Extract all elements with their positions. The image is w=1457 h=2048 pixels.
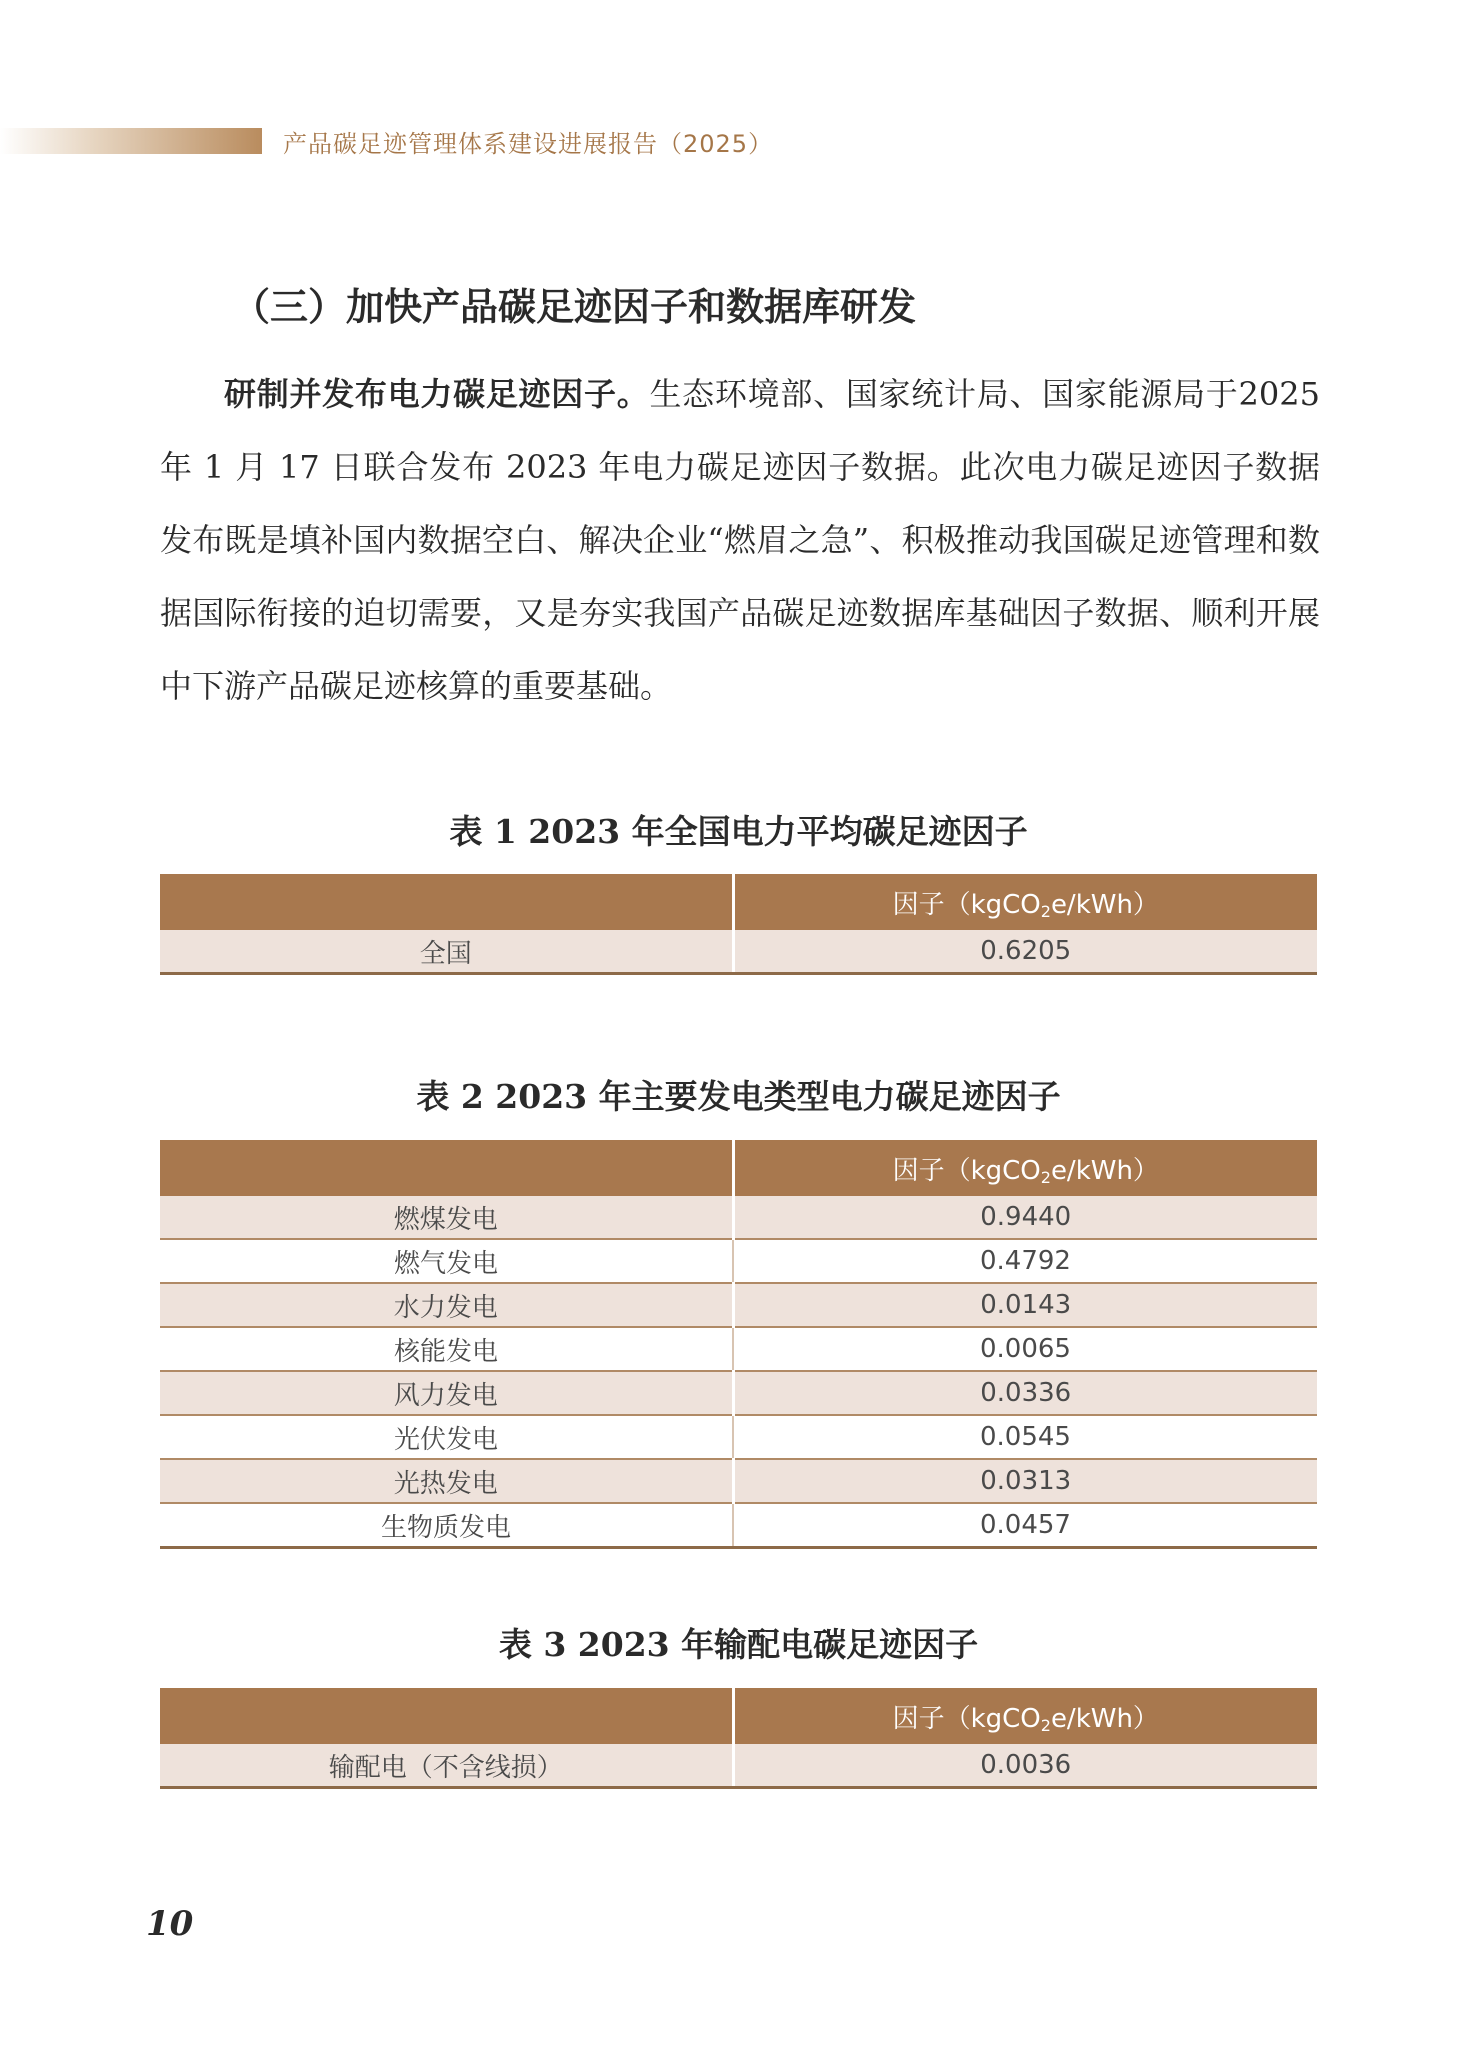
table-row [160, 1415, 1317, 1459]
row-label: 燃气发电 [160, 1239, 733, 1283]
row-value: 0.0336 [733, 1371, 1317, 1415]
table-3-title: 表 3 2023 年输配电碳足迹因子 [498, 1625, 979, 1664]
table-1-title: 表 1 2023 年全国电力平均碳足迹因子 [449, 812, 1028, 851]
table-row [160, 1459, 1317, 1503]
row-value: 0.0545 [733, 1415, 1317, 1459]
table-1-header-unit: 因子（kgCO2e/kWh） [733, 874, 1317, 930]
table-1 [160, 874, 1317, 975]
row-value: 0.0313 [733, 1459, 1317, 1503]
table-row [160, 1196, 1317, 1239]
paragraph-lead: 研制并发布电力碳足迹因子。 [224, 375, 650, 413]
table-1-header-blank [160, 874, 733, 930]
table-3-header-blank [160, 1688, 733, 1744]
row-label: 风力发电 [160, 1371, 733, 1415]
table-2-header-blank [160, 1140, 733, 1196]
running-header-title: 产品碳足迹管理体系建设进展报告（2025） [283, 130, 774, 158]
table-row [160, 1327, 1317, 1371]
table-2-header-unit: 因子（kgCO2e/kWh） [733, 1140, 1317, 1196]
table-row [160, 930, 1317, 974]
row-label: 核能发电 [160, 1327, 733, 1371]
table-row [160, 1503, 1317, 1548]
row-label: 光伏发电 [160, 1415, 733, 1459]
table-3-header-unit: 因子（kgCO2e/kWh） [733, 1688, 1317, 1744]
row-label: 输配电（不含线损） [160, 1744, 733, 1788]
table-row [160, 1239, 1317, 1283]
row-value: 0.9440 [733, 1196, 1317, 1239]
section-heading: （三）加快产品碳足迹因子和数据库研发 [232, 284, 917, 329]
row-value: 0.0065 [733, 1327, 1317, 1371]
header-decoration-bar [0, 128, 262, 154]
table-2 [160, 1140, 1317, 1549]
row-value: 0.0036 [733, 1744, 1317, 1788]
table-row [160, 1371, 1317, 1415]
page-number: 10 [146, 1904, 194, 1944]
body-paragraph [160, 358, 1320, 723]
row-value: 0.4792 [733, 1239, 1317, 1283]
row-label: 生物质发电 [160, 1503, 733, 1548]
paragraph-text: 生态环境部、国家统计局、国家能源局于2025 年 1 月 17 日联合发布 2023 年电力碳足迹因子数据。此次电力碳足迹因子数据发布既是填补国内数据空白、解决企业“燃眉之急”、积极推动我国碳足迹管理和数据国际衔接的迫切需要，又是夯实我国产品碳足迹数据库基础因子数据、顺利开展中下游产品碳足迹核算的重要基础。 [160, 375, 1320, 705]
row-value: 0.0143 [733, 1283, 1317, 1327]
row-value: 0.0457 [733, 1503, 1317, 1548]
table-3 [160, 1688, 1317, 1789]
row-label: 全国 [160, 930, 733, 974]
table-row [160, 1744, 1317, 1788]
table-row [160, 1283, 1317, 1327]
row-value: 0.6205 [733, 930, 1317, 974]
table-2-title: 表 2 2023 年主要发电类型电力碳足迹因子 [416, 1077, 1061, 1116]
row-label: 燃煤发电 [160, 1196, 733, 1239]
row-label: 光热发电 [160, 1459, 733, 1503]
row-label: 水力发电 [160, 1283, 733, 1327]
